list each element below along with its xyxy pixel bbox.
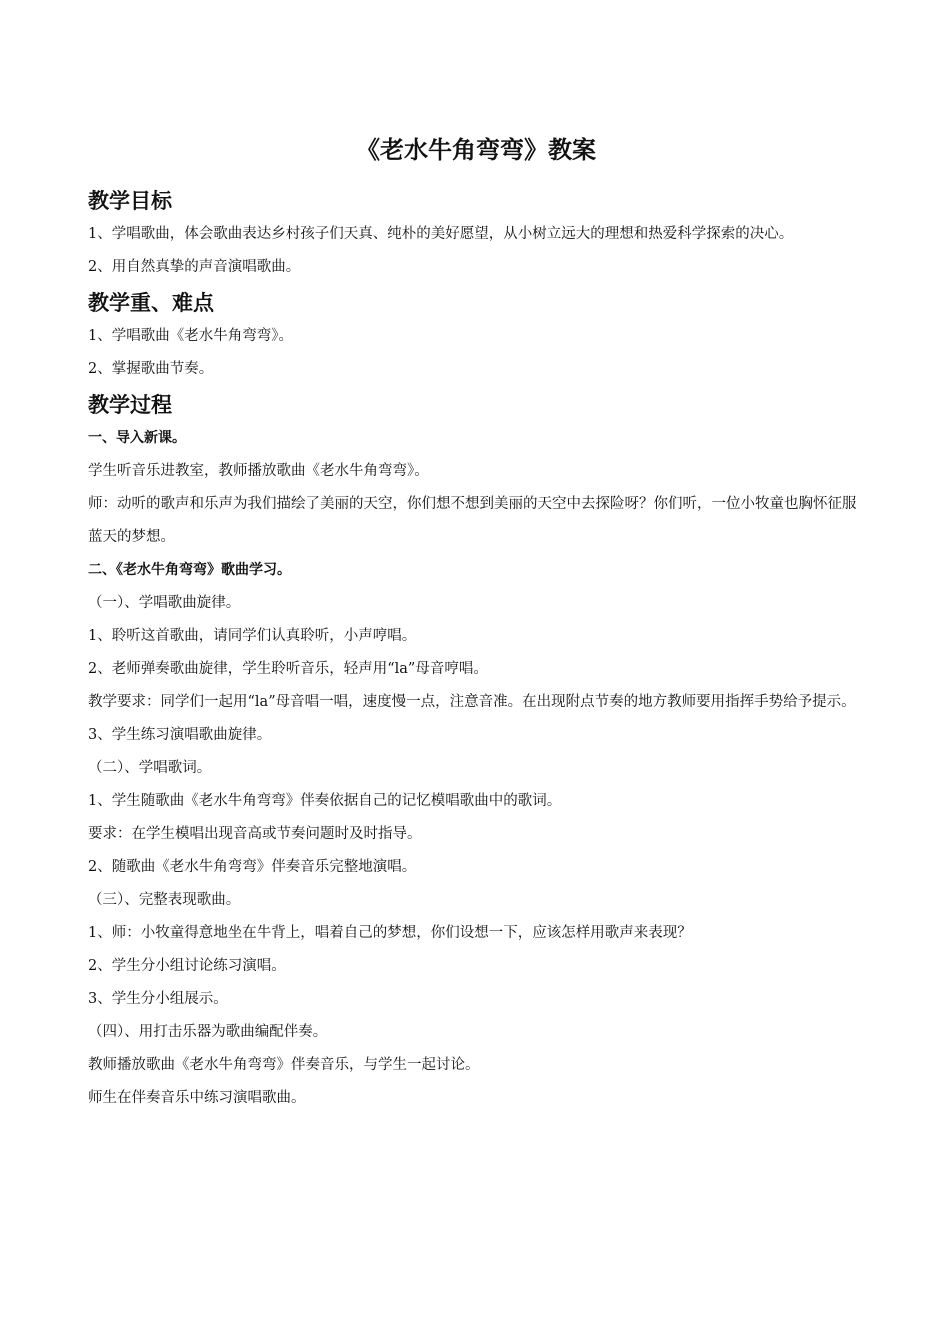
paragraph: 师：动听的歌声和乐声为我们描绘了美丽的天空，你们想不想到美丽的天空中去探险呀？你们听，一位小牧童也胸怀征服蓝天的梦想。	[88, 496, 857, 545]
paragraph: 2、用自然真挚的声音演唱歌曲。	[88, 259, 301, 275]
paragraph: 1、聆听这首歌曲，请同学们认真聆听，小声哼唱。	[88, 628, 417, 644]
section-heading-key-points: 教学重、难点	[88, 291, 214, 315]
section-heading-goals: 教学目标	[88, 189, 172, 213]
paragraph: 2、老师弹奏歌曲旋律，学生聆听音乐，轻声用“la”母音哼唱。	[88, 661, 488, 677]
paragraph: 3、学生练习演唱歌曲旋律。	[88, 727, 272, 743]
paragraph: 教师播放歌曲《老水牛角弯弯》伴奏音乐，与学生一起讨论。	[88, 1057, 480, 1073]
paragraph: 学生听音乐进教室，教师播放歌曲《老水牛角弯弯》。	[88, 463, 429, 479]
step-heading: （二）、学唱歌词。	[88, 760, 212, 776]
paragraph: 3、学生分小组展示。	[88, 991, 228, 1007]
section-heading-process: 教学过程	[88, 393, 172, 417]
subsection-title: 一、导入新课。	[88, 430, 186, 446]
subsection-title: 二、《老水牛角弯弯》歌曲学习。	[88, 562, 291, 578]
document-title: 《老水牛角弯弯》教案	[356, 136, 596, 164]
paragraph: 2、学生分小组讨论练习演唱。	[88, 958, 286, 974]
paragraph: 1、学唱歌曲，体会歌曲表达乡村孩子们天真、纯朴的美好愿望，从小树立远大的理想和热爱科学探索的决心。	[88, 226, 794, 242]
paragraph: 师生在伴奏音乐中练习演唱歌曲。	[88, 1090, 306, 1106]
paragraph: 1、学唱歌曲《老水牛角弯弯》。	[88, 328, 293, 344]
step-heading: （一）、学唱歌曲旋律。	[88, 595, 241, 611]
paragraph: 要求：在学生模唱出现音高或节奏问题时及时指导。	[88, 826, 422, 842]
step-heading: （四）、用打击乐器为歌曲编配伴奏。	[88, 1024, 328, 1040]
paragraph: 教学要求：同学们一起用“la”母音唱一唱，速度慢一点，注意音准。在出现附点节奏的地方教师要用指挥手势给予提示。	[88, 694, 856, 710]
paragraph: 1、学生随歌曲《老水牛角弯弯》伴奏依据自己的记忆模唱歌曲中的歌词。	[88, 793, 562, 809]
paragraph: 2、掌握歌曲节奏。	[88, 361, 214, 377]
step-heading: （三）、完整表现歌曲。	[88, 892, 241, 908]
paragraph: 1、师：小牧童得意地坐在牛背上，唱着自己的梦想，你们设想一下，应该怎样用歌声来表现？	[88, 925, 692, 941]
paragraph: 2、随歌曲《老水牛角弯弯》伴奏音乐完整地演唱。	[88, 859, 417, 875]
